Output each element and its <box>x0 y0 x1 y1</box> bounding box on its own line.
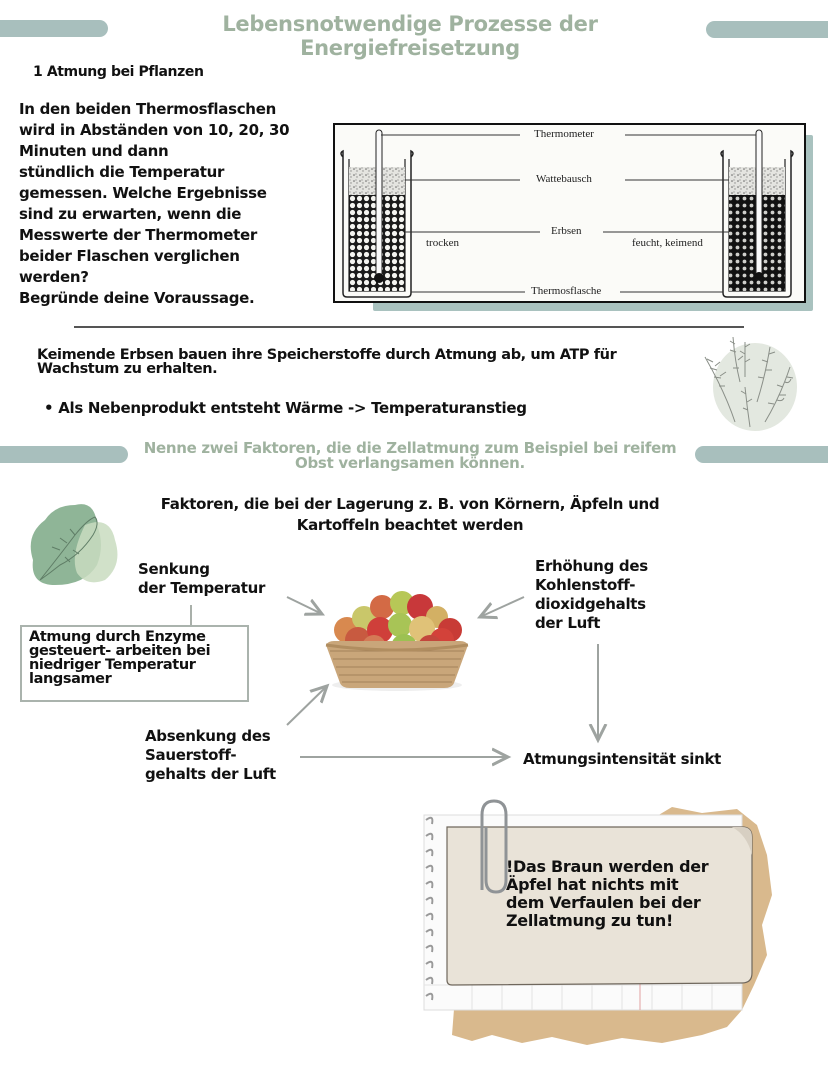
factor-line: Senkung <box>138 560 210 578</box>
task-line: Messwerte der Thermometer <box>19 226 257 244</box>
note-card-text <box>506 858 766 930</box>
factor-line: dioxidgehalts <box>535 595 646 613</box>
task-line: Begründe deine Voraussage. <box>19 289 255 307</box>
enzyme-note-line: Atmung durch Enzyme <box>29 629 206 645</box>
factors-title-line: Faktoren, die bei der Lagerung z. B. von Körnern, Äpfeln und <box>160 495 660 513</box>
task-line: In den beiden Thermosflaschen <box>19 100 276 118</box>
task-line: wird in Abständen von 10, 20, 30 <box>19 121 290 139</box>
answer-line: Keimende Erbsen bauen ihre Speicherstoffe durch Atmung ab, um ATP für <box>37 347 617 363</box>
note-line: Äpfel hat nichts mit <box>506 875 679 894</box>
heading-line: Nenne zwei Faktoren, die die Zellatmung zum Beispiel bei reifem <box>143 439 677 457</box>
label-feucht-keimend: feucht, keimend <box>629 237 706 249</box>
label-erbsen: Erbsen <box>548 225 585 237</box>
bullet-point: • Als Nebenprodukt entsteht Wärme -> Temperaturanstieg <box>44 399 527 417</box>
note-line: Zellatmung zu tun! <box>506 911 673 930</box>
label-trocken: trocken <box>423 237 462 249</box>
note-line: dem Verfaulen bei der <box>506 893 701 912</box>
note-line: !Das Braun werden der <box>506 857 709 876</box>
heading-line: Obst verlangsamen können. <box>295 454 525 472</box>
label-thermometer: Thermometer <box>531 128 597 140</box>
answer-line: Wachstum zu erhalten. <box>37 361 218 377</box>
factor-line: Kohlenstoff- <box>535 576 636 594</box>
page-title: Lebensnotwendige Prozesse der Energiefreisetzung <box>222 12 598 60</box>
enzyme-note-line: gesteuert- arbeiten bei <box>29 643 211 659</box>
factor-line: Absenkung des <box>145 727 271 745</box>
task-line: gemessen. Welche Ergebnisse <box>19 184 267 202</box>
label-thermosflasche: Thermosflasche <box>528 285 604 297</box>
apple-basket-image <box>322 585 472 695</box>
label-wattebausch: Wattebausch <box>533 173 595 185</box>
factor-line: der Luft <box>535 614 601 632</box>
task-line: Minuten und dann <box>19 142 169 160</box>
factor-line: Sauerstoff- <box>145 746 237 764</box>
factor-line: gehalts der Luft <box>145 765 276 783</box>
result-label: Atmungsintensität sinkt <box>523 750 722 768</box>
task-line: werden? <box>19 268 89 286</box>
enzyme-note-line: langsamer <box>29 671 112 687</box>
factor-line: der Temperatur <box>138 579 266 597</box>
section-title: 1 Atmung bei Pflanzen <box>33 64 204 80</box>
task-line: sind zu erwarten, wenn die <box>19 205 242 223</box>
task-line: beider Flaschen verglichen <box>19 247 240 265</box>
factors-title-line: Kartoffeln beachtet werden <box>296 516 524 534</box>
enzyme-note-line: niedriger Temperatur <box>29 657 196 673</box>
task-line: stündlich die Temperatur <box>19 163 225 181</box>
factor-line: Erhöhung des <box>535 557 648 575</box>
